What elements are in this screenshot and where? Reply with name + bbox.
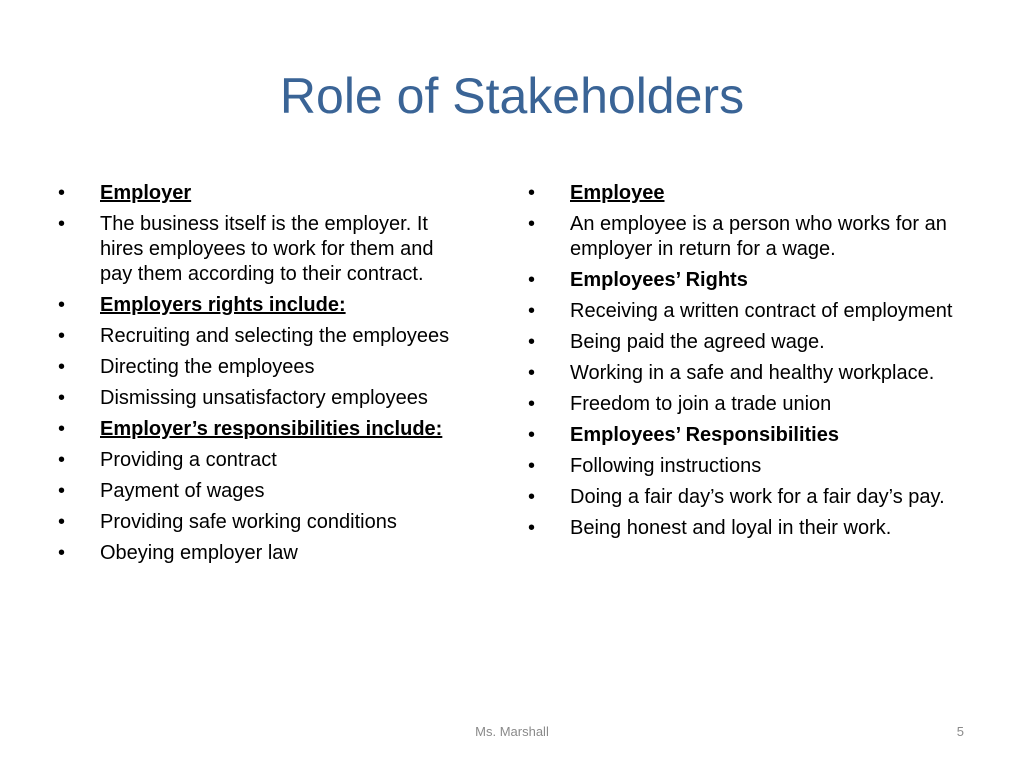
bullet-text: Doing a fair day’s work for a fair day’s pay. <box>570 486 945 508</box>
bullet-icon: • <box>58 294 66 316</box>
bullet-icon: • <box>58 387 66 409</box>
bullet-icon: • <box>58 213 66 235</box>
slide-number: 5 <box>956 724 964 739</box>
bullet-icon: • <box>528 424 536 446</box>
bullet-text: Payment of wages <box>100 480 265 502</box>
bullet-text: Obeying employer law <box>100 542 298 564</box>
bullet-icon: • <box>528 362 536 384</box>
bullet-item <box>58 181 468 206</box>
bullet-icon: • <box>58 182 66 204</box>
bullet-item <box>58 212 468 287</box>
bullet-item <box>528 299 968 324</box>
left-bullet-list <box>58 181 468 566</box>
bullet-item <box>58 355 468 380</box>
bullet-text: Following instructions <box>570 455 762 477</box>
left-column <box>58 181 468 572</box>
bullet-icon: • <box>58 418 66 440</box>
bullet-text: Employee <box>570 182 665 204</box>
footer-author: Ms. Marshall <box>475 724 549 739</box>
bullet-item <box>528 485 968 510</box>
bullet-text: Employees’ Responsibilities <box>570 424 839 446</box>
bullet-text: Receiving a written contract of employment <box>570 300 953 322</box>
bullet-text: Providing a contract <box>100 449 277 471</box>
bullet-icon: • <box>58 511 66 533</box>
bullet-text: Directing the employees <box>100 356 315 378</box>
bullet-icon: • <box>528 393 536 415</box>
right-bullet-list <box>528 181 968 541</box>
bullet-text: Employer <box>100 182 192 204</box>
bullet-text: Dismissing unsatisfactory employees <box>100 387 428 409</box>
bullet-icon: • <box>528 331 536 353</box>
bullet-icon: • <box>58 449 66 471</box>
bullet-icon: • <box>528 486 536 508</box>
bullet-text: The business itself is the employer. It hires employees to work for them and pay them according to their contract. <box>100 213 434 285</box>
bullet-text: Employees’ Rights <box>570 269 748 291</box>
bullet-icon: • <box>528 182 536 204</box>
bullet-item <box>58 541 468 566</box>
bullet-icon: • <box>58 325 66 347</box>
bullet-icon: • <box>528 300 536 322</box>
bullet-item <box>528 268 968 293</box>
bullet-item <box>528 361 968 386</box>
bullet-text: Employers rights include: <box>100 294 346 316</box>
bullet-item <box>528 330 968 355</box>
bullet-item <box>528 454 968 479</box>
bullet-text: Being honest and loyal in their work. <box>570 517 892 539</box>
bullet-item <box>58 510 468 535</box>
bullet-item <box>528 212 968 262</box>
bullet-text: Working in a safe and healthy workplace. <box>570 362 935 384</box>
bullet-icon: • <box>528 517 536 539</box>
bullet-icon: • <box>528 455 536 477</box>
bullet-text: Freedom to join a trade union <box>570 393 832 415</box>
bullet-icon: • <box>58 480 66 502</box>
bullet-item <box>58 386 468 411</box>
bullet-text: Providing safe working conditions <box>100 511 397 533</box>
bullet-text: Employer’s responsibilities include: <box>100 418 443 440</box>
right-column <box>528 181 968 547</box>
bullet-item <box>528 516 968 541</box>
bullet-icon: • <box>528 213 536 235</box>
bullet-item <box>58 479 468 504</box>
bullet-icon: • <box>58 356 66 378</box>
bullet-item <box>58 324 468 349</box>
bullet-item <box>58 417 468 442</box>
bullet-item <box>528 392 968 417</box>
bullet-item <box>528 423 968 448</box>
bullet-item <box>58 293 468 318</box>
slide-title: Role of Stakeholders <box>279 68 745 124</box>
bullet-text: An employee is a person who works for an employer in return for a wage. <box>570 213 947 260</box>
bullet-item <box>58 448 468 473</box>
bullet-text: Being paid the agreed wage. <box>570 331 825 353</box>
bullet-icon: • <box>58 542 66 564</box>
bullet-item <box>528 181 968 206</box>
bullet-text: Recruiting and selecting the employees <box>100 325 450 347</box>
bullet-icon: • <box>528 269 536 291</box>
